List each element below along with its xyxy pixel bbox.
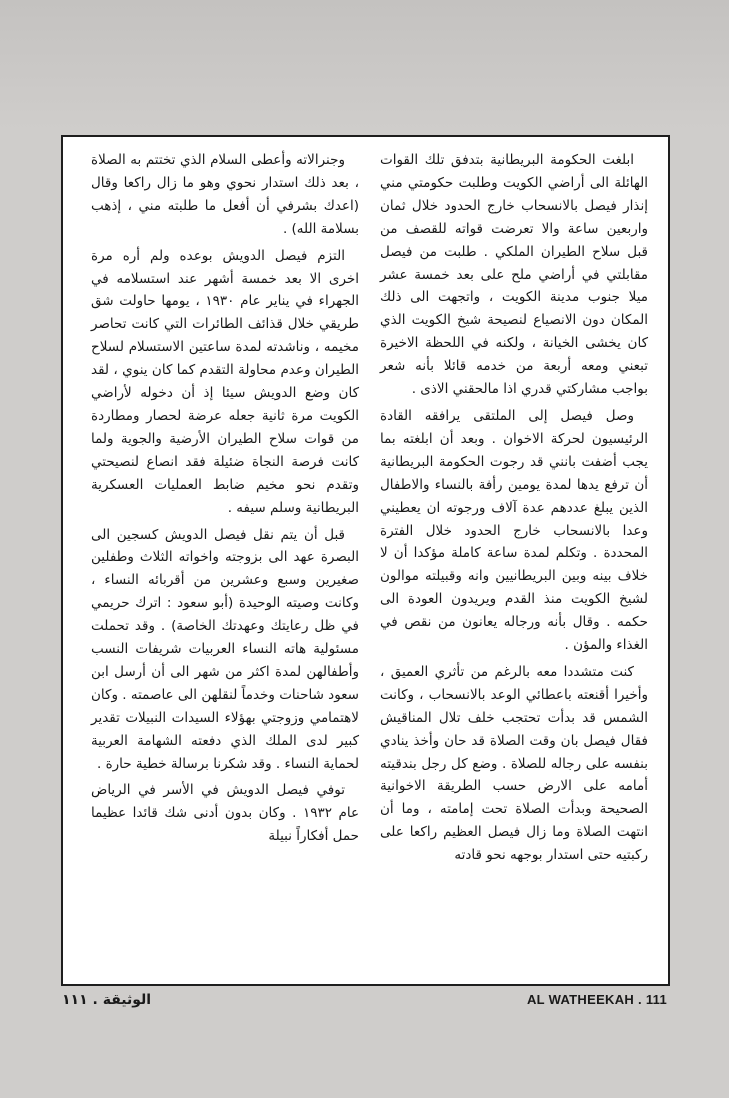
paragraph: توفي فيصل الدويش في الأسر في الرياض عام ١٩٣٢ . وكان بدون أدنى شك قائدا عظيما حمل أفكاراً نبيلة xyxy=(91,782,359,845)
paragraph: قبل أن يتم نقل فيصل الدويش كسجين الى البصرة عهد الى بزوجته واخواته الثلاث وطفلين صغيرين وسبع وعشرين من أقربائه النساء ، وكانت وصيته الوحيدة (أبو سعود : اترك حريمي في ظل رعايتك وعهدتك الخاصة) . وقد تحملت مسئولية هاته النساء العربيات شريفات النسب وأطفالهن لمدة اكثر من شهر الى أن أرسل ابن سعود شاحنات وخدماً لنقلهن الى عاصمته . وكان لاهتمامي وزوجتي بهؤلاء السيدات النبيلات تقدير كبير لدى الملك الذي دفعته الشهامة العربية لحماية النساء . وقد شكرنا برسالة خطية حارة . xyxy=(91,526,359,772)
paragraph: وجنرالاته وأعطى السلام الذي تختتم به الصلاة ، بعد ذلك استدار نحوي وهو ما زال راكعا وقال (اعدك بشرفي أن أفعل ما طلبته مني ، إذهب بسلامة الله) . xyxy=(91,152,359,237)
paragraph: التزم فيصل الدويش بوعده ولم أره مرة اخرى الا بعد خمسة أشهر عند استسلامه في الجهراء في يناير عام ١٩٣٠ ، يومها حاولت شق طريقي خلال قذائف الطائرات التي كانت تحاصر مخيمه ، وناشدته لمدة ساعتين الاستسلام لسلاح الطيران وعدم محاولة التقدم كما كان ينوي ، لقد كان وضع الدويش سيئا إذ أن دخوله لأراضي الكويت مرة ثانية جعله عرضة لحصار ومطاردة من قوات سلاح الطيران الأرضية والجوية ولما كانت فرصة النجاة ضئيلة فقد انصاع لنصيحتي وتقدم نحو مخيم ضابط العمليات العسكرية البريطانية وسلم سيفه . xyxy=(91,247,359,516)
article-column-left xyxy=(91,149,359,852)
article-panel xyxy=(61,135,670,986)
scan-background xyxy=(0,0,729,130)
footer-page-number-latin: AL WATHEEKAH . 111 xyxy=(526,992,667,1007)
article-column-right xyxy=(380,149,648,871)
footer-page-number-arabic: الوثيقة . ١١١ xyxy=(62,992,152,1008)
paragraph: وصل فيصل إلى الملتقى يرافقه القادة الرئيسيون لحركة الاخوان . وبعد أن ابلغته بما يجب أضفت بانني قد رجوت الحكومة البريطانية أن ترفع يدها لمدة يومين رأفة بالنساء والاطفال الذين يبلغ عددهم عدة آلاف ورجوته ان يعطيني وعدا بالانسحاب خارج الحدود خلال الفترة المحددة . وتكلم لمدة ساعة كاملة مؤكدا أن لا خلاف بينه وبين البريطانيين وانه وقبيلته موالون لشيخ الكويت منذ القدم ويريدون العودة الى حكمه . وقال بأنه ورجاله يعانون من نقص في الغذاء والمؤن . xyxy=(380,407,648,654)
paragraph: كنت متشددا معه بالرغم من تأثري العميق ، وأخيرا أقنعته باعطائي الوعد بالانسحاب ، وكانت الشمس قد بدأت تحتجب خلف تلال المناقيش فقال فيصل بان وقت الصلاة قد حان وأخذ ينادي بنفسه على رجاله للصلاة . وضع كل رجل بندقيته أمامه على الارض حسب الطريقة الاخوانية الصحيحة وبدأت الصلاة تحت إمامته ، وما أن انتهت الصلاة وما زال فيصل العظيم راكعا على ركبتيه حتى استدار بوجهه نحو قادته xyxy=(380,663,648,864)
paragraph: ابلغت الحكومة البريطانية بتدفق تلك القوات الهائلة الى أراضي الكويت وطلبت حكومتي مني إنذار فيصل بالانسحاب خارج الحدود خلال ثمان واربعين ساعة والا تعرضت قواته للقصف من قبل سلاح الطيران الملكي . طلبت من فيصل مقابلتي في أراضي ملح على بعد خمسة عشر ميلا جنوب مدينة الكويت ، واتجهت الى ذلك المكان دون الانصياع لنصيحة شيخ الكويت الذي كان يخشى الخيانة ، ولكنه في اللحظة الاخيرة تبعني ومعه أربعة من خدمه قائلا بأنه شعر بواجب مشاركتي قدري اذا مالحقني الاذى . xyxy=(380,152,648,398)
